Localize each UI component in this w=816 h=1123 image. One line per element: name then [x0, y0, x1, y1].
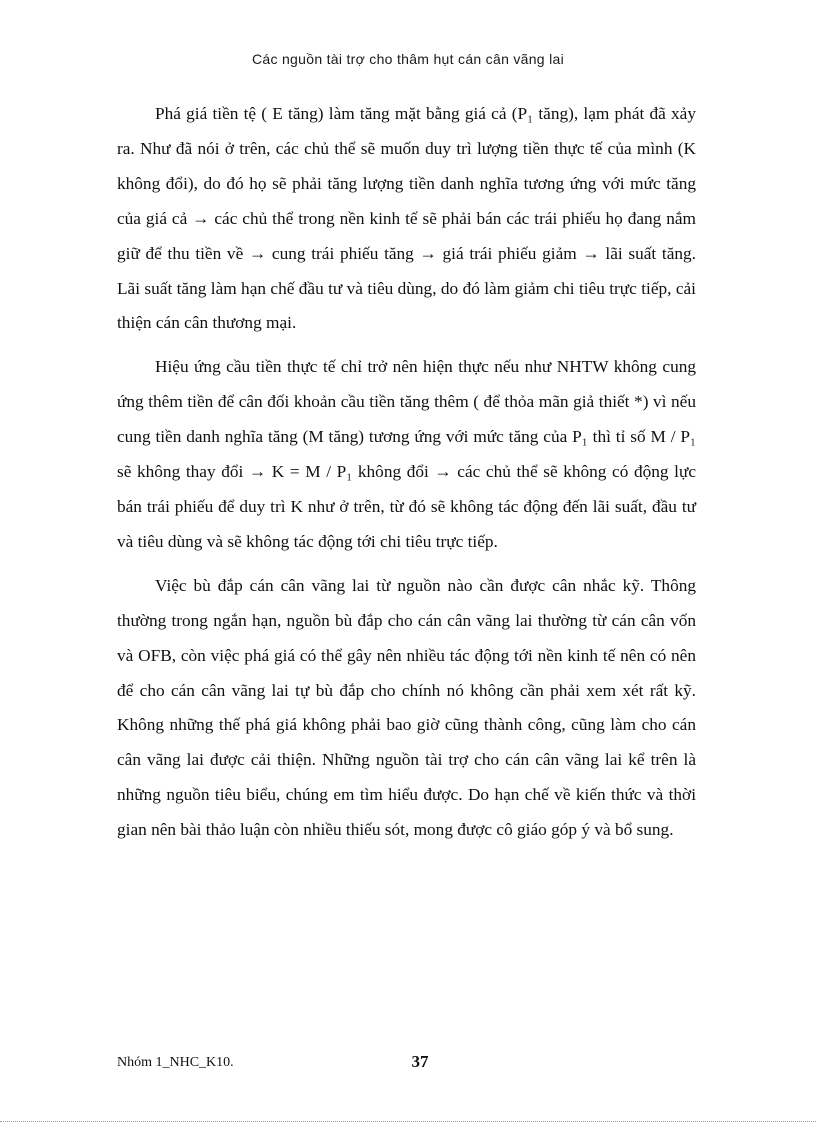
paragraph-3: Việc bù đắp cán cân vãng lai từ nguồn nào cần được cân nhắc kỹ. Thông thường trong ngắn hạn, nguồn bù đắp cho cán cân vãng lai thường từ cán cân vốn và OFB, còn việc phá giá có thể gây nên nhiều tác động tới nền kinh tế nên có nên để cho cán cân vãng lai tự bù đắp cho chính nó không cần phải xem xét rất kỹ. Không những thế phá giá không phải bao giờ cũng thành công, cũng làm cho cán cân vãng lai được cải thiện. Những nguồn tài trợ cho cán cân vãng lai kể trên là những nguồn tiêu biểu, chúng em tìm hiểu được. Do hạn chế về kiến thức và thời gian nên bài thảo luận còn nhiều thiếu sót, mong được cô giáo góp ý và bổ sung.	[117, 575, 696, 840]
page-bottom-divider	[0, 1121, 816, 1122]
paragraph-2: Hiệu ứng cầu tiền thực tế chỉ trở nên hiện thực nếu như NHTW không cung ứng thêm tiền để cân đối khoản cầu tiền tăng thêm ( để thỏa mãn giả thiết *) vì nếu cung tiền danh nghĩa tăng (M tăng) tương ứng với mức tăng của P₁ thì tỉ số M / P₁ sẽ không thay đổi → K = M / P₁ không đổi → các chủ thể sẽ không có động lực bán trái phiếu để duy trì K như ở trên, từ đó sẽ không tác động đến lãi suất, đầu tư và tiêu dùng và sẽ không tác động tới chi tiêu trực tiếp.	[117, 357, 696, 551]
footer-group-label: Nhóm 1_NHC_K10.	[117, 1055, 234, 1070]
page-number: 37	[411, 1052, 429, 1071]
running-header-title: Các nguồn tài trợ cho thâm hụt cán cân vãng lai	[251, 51, 564, 67]
paragraph-1: Phá giá tiền tệ ( E tăng) làm tăng mặt bằng giá cả (P₁ tăng), lạm phát đã xảy ra. Như đã nói ở trên, các chủ thể sẽ muốn duy trì lượng tiền thực tế của mình (K không đổi), do đó họ sẽ phải tăng lượng tiền danh nghĩa tương ứng với mức tăng của giá cả → các chủ thể trong nền kinh tế sẽ phải bán các trái phiếu họ đang nắm giữ để thu tiền về → cung trái phiếu tăng → giá trái phiếu giảm → lãi suất tăng. Lãi suất tăng làm hạn chế đầu tư và tiêu dùng, do đó làm giảm chi tiêu trực tiếp, cải thiện cán cân thương mại.	[117, 104, 696, 333]
body-text	[117, 97, 696, 848]
